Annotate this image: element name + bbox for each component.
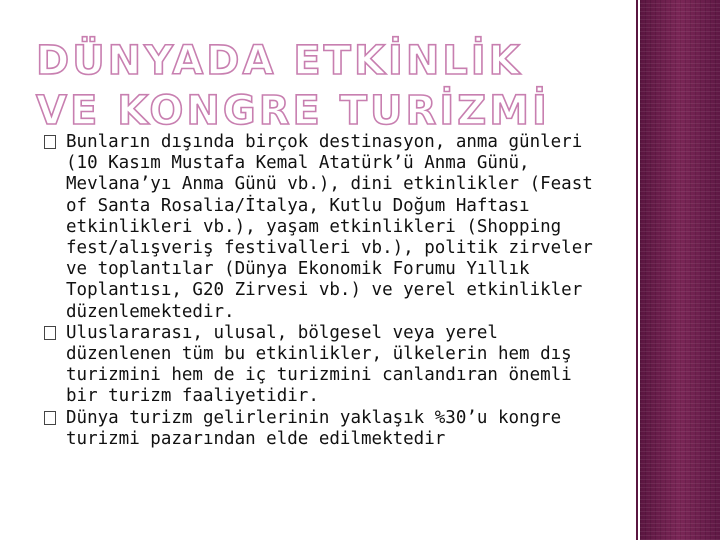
bullet-list: [44, 132, 604, 450]
bullet-text: Uluslararası, ulusal, bölgesel veya yerel düzenlenen tüm bu etkinlikler, ülkelerin hem dış turizmini hem de iç turizmini canlandıran önemli bir turizm faaliyetidir.: [66, 322, 572, 407]
bullet-text: Bunların dışında birçok destinasyon, anma günleri (10 Kasım Mustafa Kemal Atatürk’ü Anma Günü, Mevlana’yı Anma Günü vb.), dini etkinlikler (Feast of Santa Rosalia/İtalya, Kutlu Doğum Haftası etkinlikleri vb.), yaşam etkinlikleri (Shopping fest/alışveriş festivalleri vb.), politik zirveler ve toplantılar (Dünya Ekonomik Forumu Yıllık Toplantısı, G20 Zirvesi vb.) ve yerel etkinlikler düzenlemektedir.: [66, 132, 593, 322]
square-bullet-icon: [44, 135, 56, 149]
bullet-item: [44, 323, 604, 408]
bullet-item: [44, 132, 604, 323]
bullet-item: [44, 408, 604, 450]
side-divider: [636, 0, 638, 540]
square-bullet-icon: [44, 411, 56, 425]
square-bullet-icon: [44, 326, 56, 340]
slide-title: DÜNYADA ETKİNLİK VE KONGRE TURİZMİ: [36, 38, 550, 134]
bullet-text: Dünya turizm gelirlerinin yaklaşık %30’u kongre turizmi pazarından elde edilmektedir: [66, 407, 562, 449]
side-decoration: [640, 0, 720, 540]
